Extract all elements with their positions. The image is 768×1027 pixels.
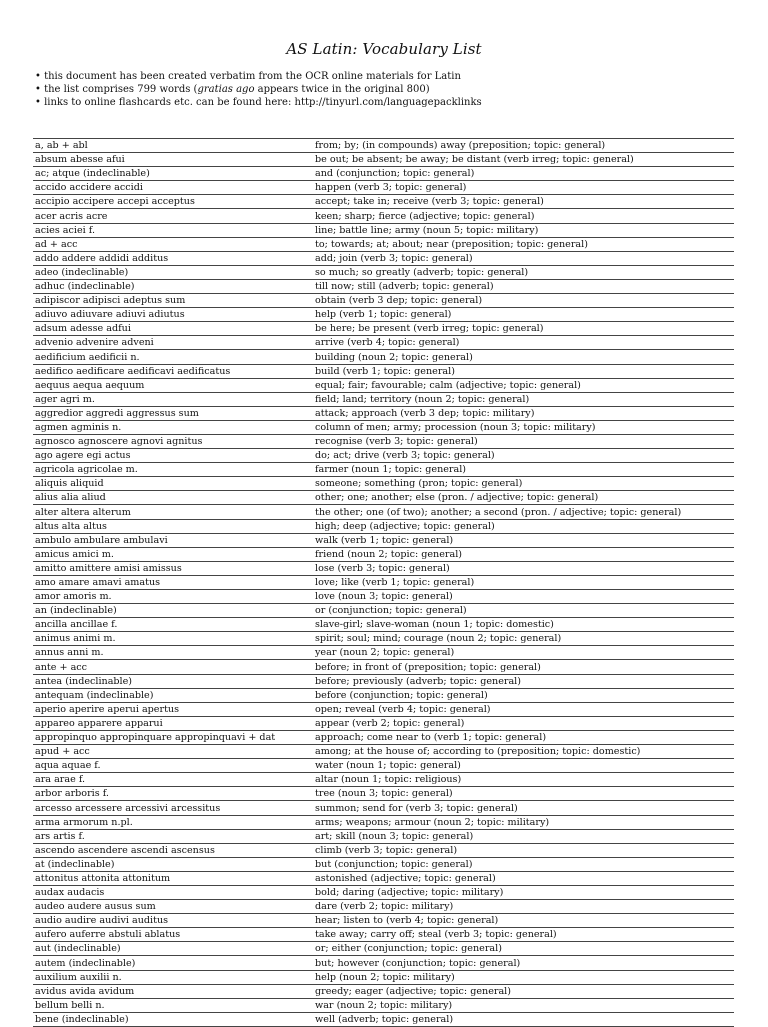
table-row	[33, 350, 734, 364]
latin-term: alius alia aliud	[33, 491, 313, 505]
table-row	[33, 928, 734, 942]
document-title: AS Latin: Vocabulary List	[286, 40, 482, 58]
english-meaning: happen (verb 3; topic: general)	[313, 181, 734, 195]
table-row	[33, 533, 734, 547]
latin-term: ambulo ambulare ambulavi	[33, 533, 313, 547]
latin-term: amitto amittere amisi amissus	[33, 561, 313, 575]
english-meaning: someone; something (pron; topic: general)	[313, 477, 734, 491]
english-meaning: do; act; drive (verb 3; topic: general)	[313, 449, 734, 463]
table-row	[33, 265, 734, 279]
english-meaning: astonished (adjective; topic: general)	[313, 871, 734, 885]
table-row	[33, 195, 734, 209]
latin-term: apud + acc	[33, 745, 313, 759]
table-row	[33, 900, 734, 914]
english-meaning: but (conjunction; topic: general)	[313, 857, 734, 871]
latin-term: ad + acc	[33, 237, 313, 251]
latin-term: absum abesse afui	[33, 153, 313, 167]
table-row	[33, 463, 734, 477]
table-row	[33, 223, 734, 237]
table-row	[33, 843, 734, 857]
english-meaning: obtain (verb 3 dep; topic: general)	[313, 294, 734, 308]
latin-term: aggredior aggredi aggressus sum	[33, 406, 313, 420]
latin-term: audeo audere ausus sum	[33, 900, 313, 914]
latin-term: alter altera alterum	[33, 505, 313, 519]
latin-term: antequam (indeclinable)	[33, 688, 313, 702]
english-meaning: before; previously (adverb; topic: general)	[313, 674, 734, 688]
english-meaning: or (conjunction; topic: general)	[313, 604, 734, 618]
latin-term: ante + acc	[33, 660, 313, 674]
english-meaning: before (conjunction; topic: general)	[313, 688, 734, 702]
english-meaning: build (verb 1; topic: general)	[313, 364, 734, 378]
latin-term: bellum belli n.	[33, 998, 313, 1012]
table-row	[33, 406, 734, 420]
latin-term: ascendo ascendere ascendi ascensus	[33, 843, 313, 857]
english-meaning: take away; carry off; steal (verb 3; topic: general)	[313, 928, 734, 942]
latin-term: accido accidere accidi	[33, 181, 313, 195]
latin-term: ars artis f.	[33, 829, 313, 843]
note-word-count-post: appears twice in the original 800)	[254, 84, 430, 95]
english-meaning: slave-girl; slave-woman (noun 1; topic: domestic)	[313, 618, 734, 632]
english-meaning: add; join (verb 3; topic: general)	[313, 251, 734, 265]
latin-term: arbor arboris f.	[33, 787, 313, 801]
note-source: • this document has been created verbatim from the OCR online materials for Latin	[35, 71, 461, 82]
latin-term: agricola agricolae m.	[33, 463, 313, 477]
english-meaning: building (noun 2; topic: general)	[313, 350, 734, 364]
table-row	[33, 956, 734, 970]
latin-term: acer acris acre	[33, 209, 313, 223]
english-meaning: equal; fair; favourable; calm (adjective; topic: general)	[313, 378, 734, 392]
table-row	[33, 857, 734, 871]
english-meaning: dare (verb 2; topic: military)	[313, 900, 734, 914]
table-row	[33, 322, 734, 336]
table-row	[33, 998, 734, 1012]
english-meaning: from; by; (in compounds) away (preposition; topic: general)	[313, 139, 734, 153]
table-row	[33, 942, 734, 956]
table-row	[33, 618, 734, 632]
latin-term: ancilla ancillae f.	[33, 618, 313, 632]
table-row	[33, 801, 734, 815]
table-row	[33, 477, 734, 491]
english-meaning: to; towards; at; about; near (preposition; topic: general)	[313, 237, 734, 251]
english-meaning: farmer (noun 1; topic: general)	[313, 463, 734, 477]
english-meaning: art; skill (noun 3; topic: general)	[313, 829, 734, 843]
english-meaning: but; however (conjunction; topic: general)	[313, 956, 734, 970]
table-row	[33, 604, 734, 618]
table-row	[33, 829, 734, 843]
english-meaning: altar (noun 1; topic: religious)	[313, 773, 734, 787]
latin-term: arcesso arcessere arcessivi arcessitus	[33, 801, 313, 815]
english-meaning: be out; be absent; be away; be distant (verb irreg; topic: general)	[313, 153, 734, 167]
latin-term: adiuvo adiuvare adiuvi adiutus	[33, 308, 313, 322]
latin-term: aedifico aedificare aedificavi aedificatus	[33, 364, 313, 378]
english-meaning: bold; daring (adjective; topic: military)	[313, 885, 734, 899]
table-row	[33, 434, 734, 448]
english-meaning: hear; listen to (verb 4; topic: general)	[313, 914, 734, 928]
table-row	[33, 702, 734, 716]
latin-term: audio audire audivi auditus	[33, 914, 313, 928]
latin-term: agnosco agnoscere agnovi agnitus	[33, 434, 313, 448]
table-row	[33, 505, 734, 519]
table-row	[33, 364, 734, 378]
latin-term: aliquis aliquid	[33, 477, 313, 491]
table-row	[33, 237, 734, 251]
english-meaning: love; like (verb 1; topic: general)	[313, 575, 734, 589]
english-meaning: year (noun 2; topic: general)	[313, 646, 734, 660]
english-meaning: walk (verb 1; topic: general)	[313, 533, 734, 547]
latin-term: autem (indeclinable)	[33, 956, 313, 970]
table-row	[33, 167, 734, 181]
latin-term: aperio aperire aperui apertus	[33, 702, 313, 716]
latin-term: antea (indeclinable)	[33, 674, 313, 688]
latin-term: addo addere addidi additus	[33, 251, 313, 265]
note-word-count	[35, 83, 735, 96]
table-row	[33, 491, 734, 505]
latin-term: adhuc (indeclinable)	[33, 279, 313, 293]
table-row	[33, 745, 734, 759]
english-meaning: open; reveal (verb 4; topic: general)	[313, 702, 734, 716]
latin-term: acies aciei f.	[33, 223, 313, 237]
english-meaning: lose (verb 3; topic: general)	[313, 561, 734, 575]
english-meaning: keen; sharp; fierce (adjective; topic: general)	[313, 209, 734, 223]
table-row	[33, 871, 734, 885]
english-meaning: recognise (verb 3; topic: general)	[313, 434, 734, 448]
english-meaning: arrive (verb 4; topic: general)	[313, 336, 734, 350]
latin-term: adeo (indeclinable)	[33, 265, 313, 279]
table-row	[33, 209, 734, 223]
table-row	[33, 547, 734, 561]
table-row	[33, 674, 734, 688]
latin-term: adsum adesse adfui	[33, 322, 313, 336]
latin-term: aedificium aedificii n.	[33, 350, 313, 364]
table-row	[33, 153, 734, 167]
table-row	[33, 519, 734, 533]
latin-term: aqua aquae f.	[33, 759, 313, 773]
english-meaning: love (noun 3; topic: general)	[313, 590, 734, 604]
table-row	[33, 279, 734, 293]
english-meaning: line; battle line; army (noun 5; topic: military)	[313, 223, 734, 237]
latin-term: appareo apparere apparui	[33, 716, 313, 730]
table-row	[33, 970, 734, 984]
english-meaning: well (adverb; topic: general)	[313, 1012, 734, 1026]
english-meaning: be here; be present (verb irreg; topic: general)	[313, 322, 734, 336]
english-meaning: spirit; soul; mind; courage (noun 2; topic: general)	[313, 632, 734, 646]
latin-term: a, ab + abl	[33, 139, 313, 153]
latin-term: altus alta altus	[33, 519, 313, 533]
table-row	[33, 1012, 734, 1026]
english-meaning: greedy; eager (adjective; topic: general)	[313, 984, 734, 998]
latin-term: audax audacis	[33, 885, 313, 899]
table-row	[33, 294, 734, 308]
table-row	[33, 378, 734, 392]
latin-term: auxilium auxilii n.	[33, 970, 313, 984]
table-row	[33, 575, 734, 589]
table-row	[33, 308, 734, 322]
table-row	[33, 914, 734, 928]
english-meaning: other; one; another; else (pron. / adjective; topic: general)	[313, 491, 734, 505]
latin-term: at (indeclinable)	[33, 857, 313, 871]
table-row	[33, 660, 734, 674]
note-word-count-emphasis: gratias ago	[197, 84, 255, 95]
latin-term: arma armorum n.pl.	[33, 815, 313, 829]
vocabulary-table-body	[33, 139, 734, 1027]
table-row	[33, 646, 734, 660]
table-row	[33, 716, 734, 730]
table-row	[33, 420, 734, 434]
latin-term: avidus avida avidum	[33, 984, 313, 998]
english-meaning: among; at the house of; according to (preposition; topic: domestic)	[313, 745, 734, 759]
table-row	[33, 787, 734, 801]
latin-term: attonitus attonita attonitum	[33, 871, 313, 885]
latin-term: ager agri m.	[33, 392, 313, 406]
table-row	[33, 688, 734, 702]
latin-term: aufero auferre abstuli ablatus	[33, 928, 313, 942]
table-row	[33, 181, 734, 195]
english-meaning: war (noun 2; topic: military)	[313, 998, 734, 1012]
table-row	[33, 449, 734, 463]
english-meaning: attack; approach (verb 3 dep; topic: military)	[313, 406, 734, 420]
table-row	[33, 392, 734, 406]
intro-notes	[35, 70, 735, 109]
latin-term: amicus amici m.	[33, 547, 313, 561]
english-meaning: climb (verb 3; topic: general)	[313, 843, 734, 857]
latin-term: aequus aequa aequum	[33, 378, 313, 392]
table-row	[33, 759, 734, 773]
table-row	[33, 730, 734, 744]
latin-term: aut (indeclinable)	[33, 942, 313, 956]
table-row	[33, 773, 734, 787]
latin-term: bene (indeclinable)	[33, 1012, 313, 1026]
english-meaning: help (verb 1; topic: general)	[313, 308, 734, 322]
english-meaning: water (noun 1; topic: general)	[313, 759, 734, 773]
english-meaning: summon; send for (verb 3; topic: general)	[313, 801, 734, 815]
latin-term: accipio accipere accepi acceptus	[33, 195, 313, 209]
table-row	[33, 139, 734, 153]
english-meaning: help (noun 2; topic: military)	[313, 970, 734, 984]
table-row	[33, 632, 734, 646]
table-row	[33, 984, 734, 998]
english-meaning: column of men; army; procession (noun 3; topic: military)	[313, 420, 734, 434]
latin-term: agmen agminis n.	[33, 420, 313, 434]
english-meaning: arms; weapons; armour (noun 2; topic: military)	[313, 815, 734, 829]
note-flashcard-links: • links to online flashcards etc. can be found here: http://tinyurl.com/languagepacklinks	[35, 97, 482, 108]
english-meaning: so much; so greatly (adverb; topic: general)	[313, 265, 734, 279]
table-row	[33, 336, 734, 350]
english-meaning: before; in front of (preposition; topic: general)	[313, 660, 734, 674]
note-word-count-pre: • the list comprises 799 words (	[35, 84, 198, 95]
english-meaning: field; land; territory (noun 2; topic: general)	[313, 392, 734, 406]
english-meaning: tree (noun 3; topic: general)	[313, 787, 734, 801]
table-row	[33, 815, 734, 829]
english-meaning: and (conjunction; topic: general)	[313, 167, 734, 181]
latin-term: annus anni m.	[33, 646, 313, 660]
vocabulary-table	[33, 138, 734, 1027]
table-row	[33, 251, 734, 265]
english-meaning: till now; still (adverb; topic: general)	[313, 279, 734, 293]
latin-term: animus animi m.	[33, 632, 313, 646]
latin-term: an (indeclinable)	[33, 604, 313, 618]
table-row	[33, 590, 734, 604]
table-row	[33, 561, 734, 575]
latin-term: ago agere egi actus	[33, 449, 313, 463]
latin-term: advenio advenire adveni	[33, 336, 313, 350]
table-row	[33, 885, 734, 899]
latin-term: ac; atque (indeclinable)	[33, 167, 313, 181]
english-meaning: high; deep (adjective; topic: general)	[313, 519, 734, 533]
english-meaning: appear (verb 2; topic: general)	[313, 716, 734, 730]
english-meaning: the other; one (of two); another; a second (pron. / adjective; topic: general)	[313, 505, 734, 519]
latin-term: ara arae f.	[33, 773, 313, 787]
latin-term: amo amare amavi amatus	[33, 575, 313, 589]
latin-term: amor amoris m.	[33, 590, 313, 604]
latin-term: adipiscor adipisci adeptus sum	[33, 294, 313, 308]
english-meaning: friend (noun 2; topic: general)	[313, 547, 734, 561]
latin-term: appropinquo appropinquare appropinquavi + dat	[33, 730, 313, 744]
english-meaning: accept; take in; receive (verb 3; topic: general)	[313, 195, 734, 209]
english-meaning: approach; come near to (verb 1; topic: general)	[313, 730, 734, 744]
english-meaning: or; either (conjunction; topic: general)	[313, 942, 734, 956]
